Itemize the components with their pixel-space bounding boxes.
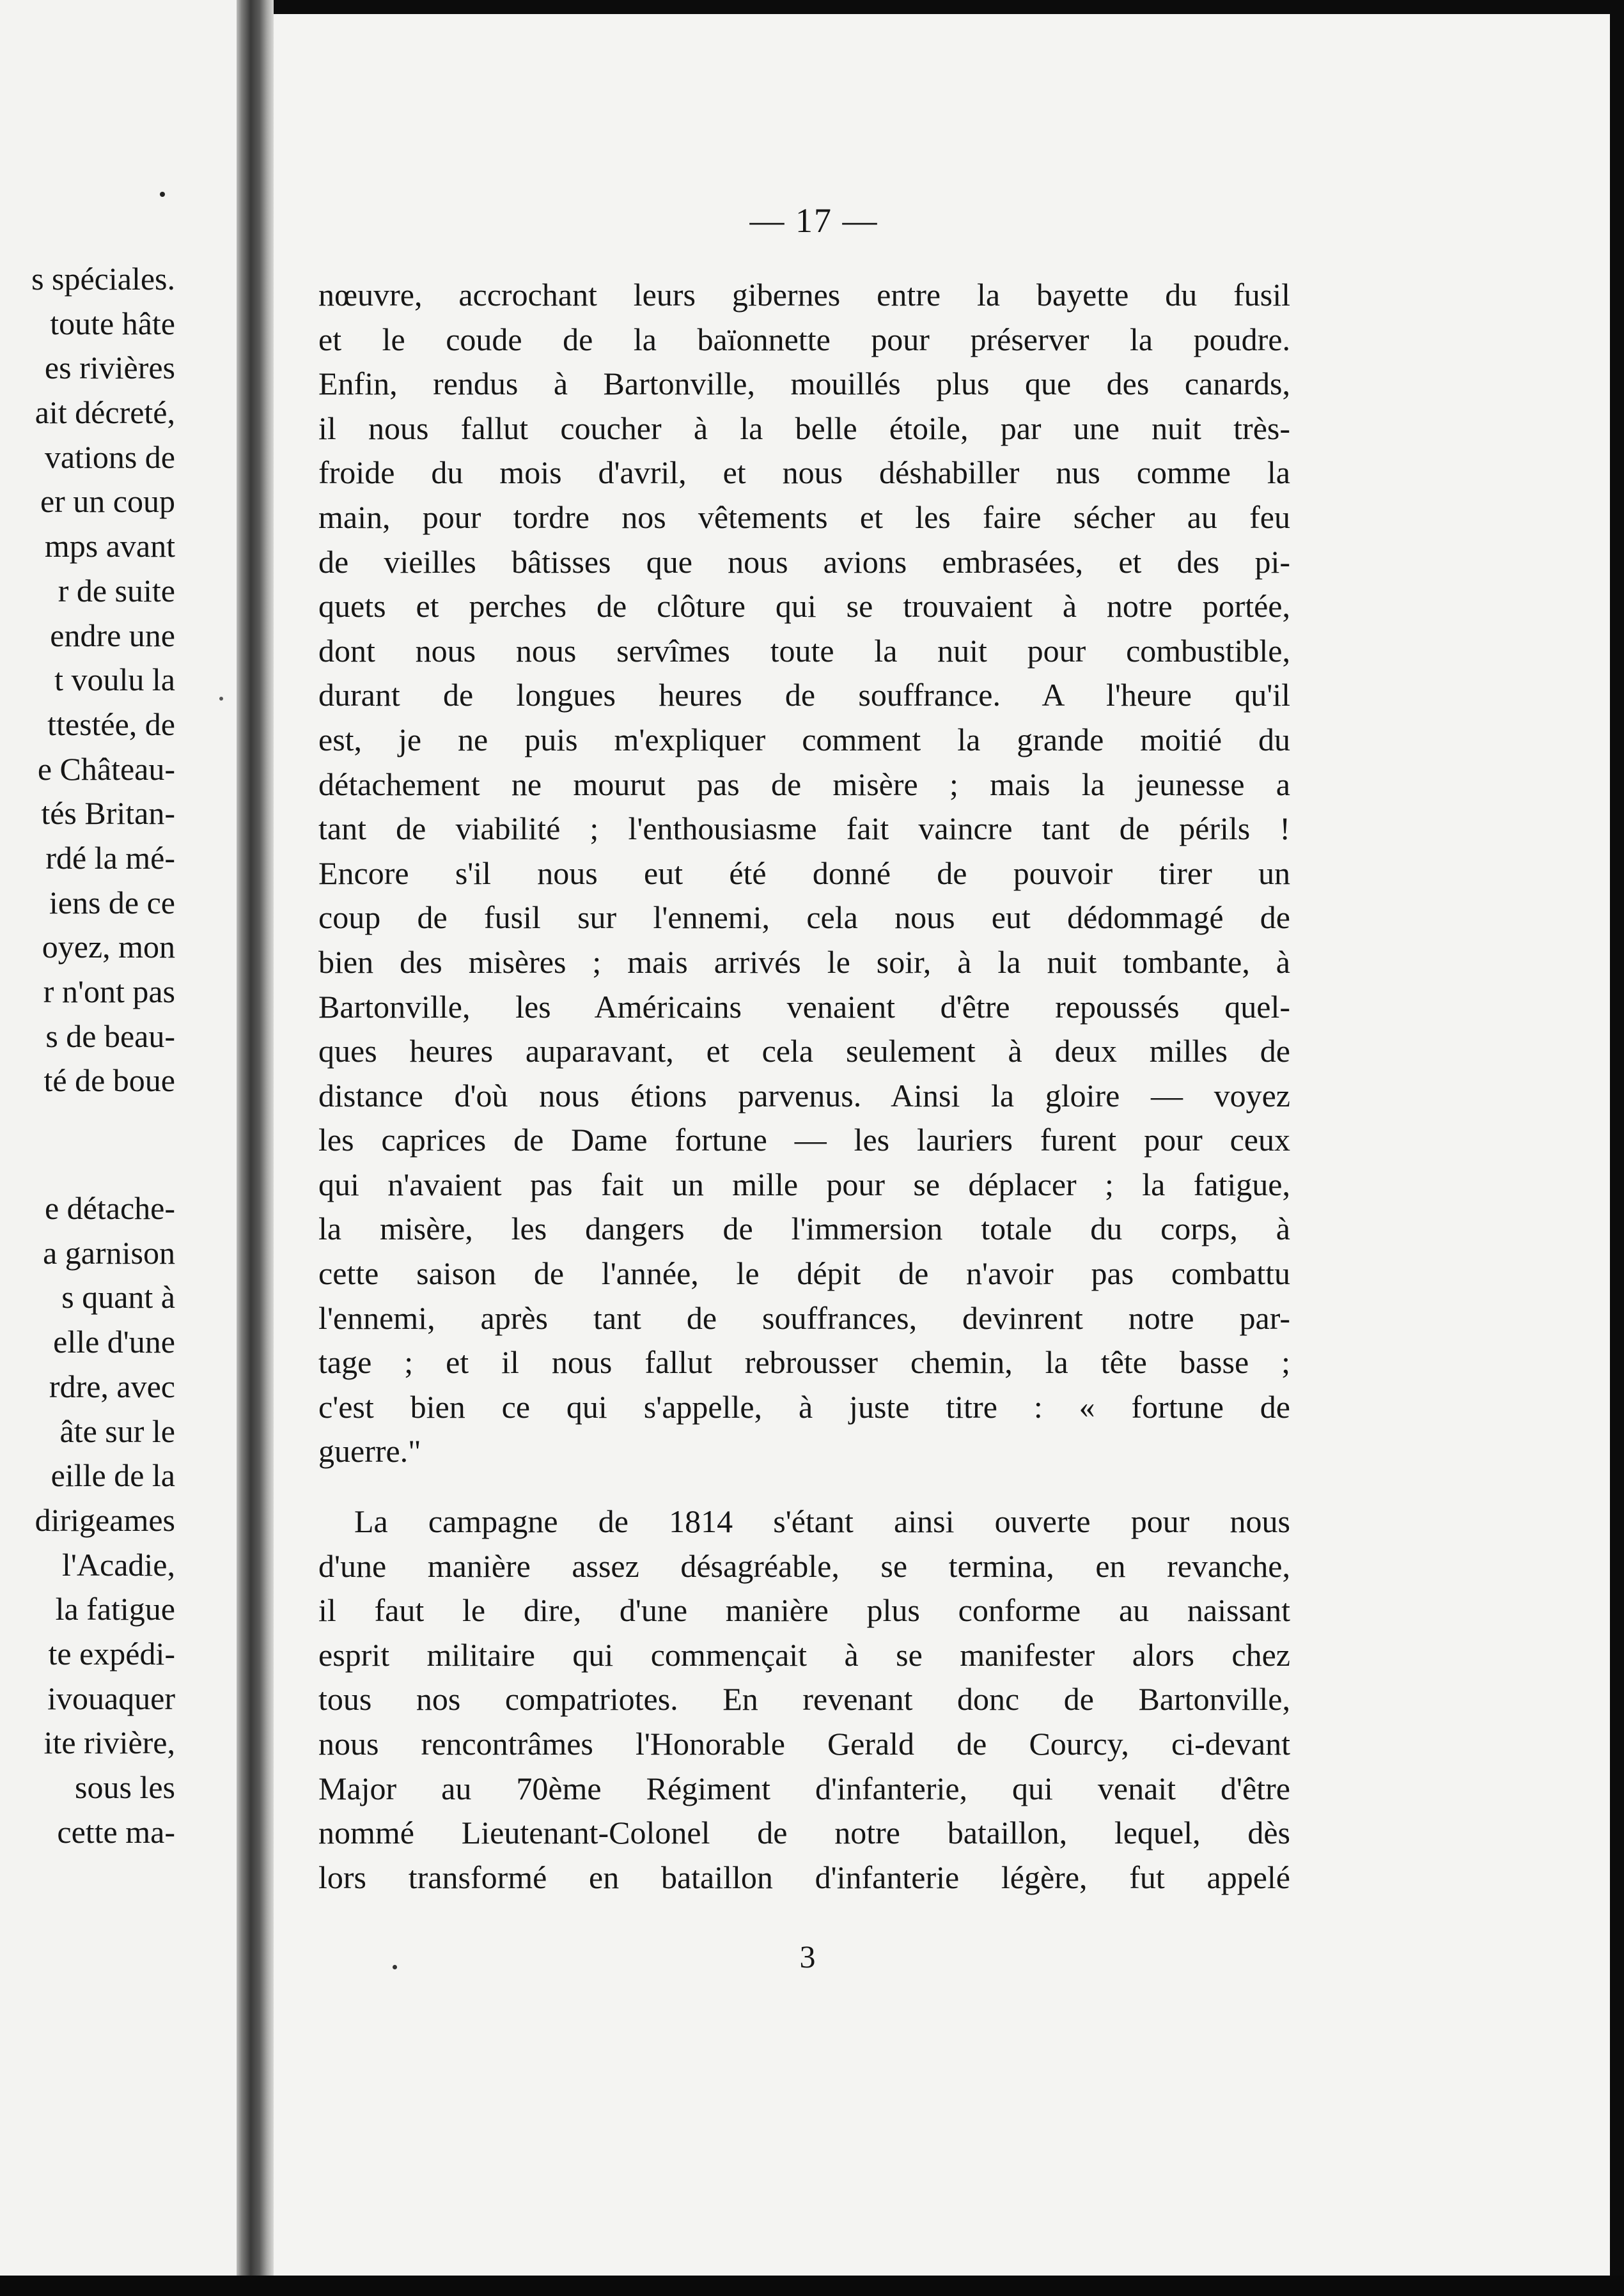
text-line: bien des misères ; mais arrivés le soir, à la nuit tombante, à (318, 943, 1290, 980)
text-line: esprit militaire qui commençait à se manifester alors chez (318, 1636, 1290, 1673)
left-line: s spéciales. (31, 261, 175, 297)
text-line: et le coude de la baïonnette pour préserver la poudre. (318, 321, 1290, 357)
left-line: s de beau- (45, 1018, 175, 1054)
text-line: guerre." (318, 1433, 421, 1470)
page-number: — 17 — (749, 201, 878, 240)
text-line: est, je ne puis m'expliquer comment la grande moitié du (318, 721, 1290, 757)
left-line: té de boue (43, 1062, 175, 1099)
text-line: la misère, les dangers de l'immersion totale du corps, à (318, 1211, 1290, 1247)
left-line: s quant à (61, 1279, 175, 1315)
left-line: t voulu la (54, 662, 175, 698)
left-line: a garnison (43, 1234, 175, 1271)
left-line: ite rivière, (43, 1725, 175, 1761)
book-gutter (237, 0, 274, 2276)
left-line: oyez, mon (42, 929, 175, 965)
text-line: l'ennemi, après tant de souffrances, devinrent notre par- (318, 1299, 1290, 1336)
right-page (274, 14, 1610, 2276)
left-line: e détache- (44, 1190, 175, 1227)
signature-mark: 3 (799, 1939, 816, 1974)
left-line: eille de la (51, 1457, 175, 1494)
text-line: lors transformé en bataillon d'infanterie légère, fut appelé (318, 1859, 1290, 1895)
text-line: main, pour tordre nos vêtements et les faire sécher au feu (318, 499, 1290, 535)
text-line: nommé Lieutenant-Colonel de notre bataillon, lequel, dès (318, 1815, 1290, 1851)
paragraph-gap (31, 1103, 175, 1186)
left-line: sous les (75, 1769, 175, 1805)
text-line: quets et perches de clôture qui se trouvaient à notre portée, (318, 588, 1290, 624)
text-line: détachement ne mourut pas de misère ; mais la jeunesse a (318, 766, 1290, 802)
text-line: froide du mois d'avril, et nous déshabiller nus comme la (318, 454, 1290, 491)
left-line: ivouaquer (47, 1680, 175, 1716)
text-line: d'une manière assez désagréable, se termina, en revanche, (318, 1547, 1290, 1584)
left-line: rdre, avec (49, 1368, 175, 1404)
text-line: c'est bien ce qui s'appelle, à juste titre : « fortune de (318, 1388, 1290, 1425)
paragraph-gap (318, 1474, 1290, 1500)
left-page-text (31, 257, 175, 1854)
text-line: cette saison de l'année, le dépit de n'avoir pas combattu (318, 1255, 1290, 1292)
text-line: Major au 70ème Régiment d'infanterie, qui venait d'être (318, 1770, 1290, 1806)
text-line: tage ; et il nous fallut rebrousser chemin, la tête basse ; (318, 1344, 1290, 1381)
text-line: de vieilles bâtisses que nous avions embrasées, et des pi- (318, 543, 1290, 580)
text-line: il faut le dire, d'une manière plus conforme au naissant (318, 1592, 1290, 1629)
left-line: iens de ce (49, 884, 175, 920)
text-line: coup de fusil sur l'ennemi, cela nous eut dédommagé de (318, 899, 1290, 936)
text-line: durant de longues heures de souffrance. A l'heure qu'il (318, 677, 1290, 713)
left-line: dirigeames (35, 1501, 175, 1538)
body-text (318, 273, 1290, 1900)
text-line: les caprices de Dame fortune — les lauriers furent pour ceux (318, 1122, 1290, 1158)
left-line: es rivières (44, 350, 175, 386)
ink-speck (393, 1965, 397, 1969)
left-line: r de suite (58, 572, 175, 609)
text-line: nous rencontrâmes l'Honorable Gerald de Courcy, ci-devant (318, 1726, 1290, 1762)
text-line: Enfin, rendus à Bartonville, mouillés plus que des canards, (318, 366, 1290, 402)
left-line: l'Acadie, (62, 1546, 175, 1583)
text-line: Encore s'il nous eut été donné de pouvoir tirer un (318, 855, 1290, 891)
left-line: er un coup (40, 483, 175, 520)
scan-bottom-edge (0, 2276, 1624, 2296)
text-line: qui n'avaient pas fait un mille pour se déplacer ; la fatigue, (318, 1166, 1290, 1202)
text-line: dont nous nous servîmes toute la nuit pour combustible, (318, 632, 1290, 669)
left-line: elle d'une (53, 1324, 175, 1360)
left-facing-page (0, 0, 237, 2276)
left-line: âte sur le (59, 1413, 175, 1449)
text-line: distance d'où nous étions parvenus. Ainsi la gloire — voyez (318, 1077, 1290, 1113)
left-line: e Château- (37, 750, 175, 787)
left-line: rdé la mé- (45, 839, 175, 876)
left-line: cette ma- (57, 1813, 175, 1850)
left-line: la fatigue (55, 1591, 175, 1627)
left-line: ttestée, de (47, 706, 175, 742)
left-line: toute hâte (50, 305, 175, 341)
left-line: endre une (50, 617, 175, 653)
text-line: il nous fallut coucher à la belle étoile, par une nuit très- (318, 410, 1290, 446)
text-line: Bartonville, les Américains venaient d'être repoussés quel- (318, 988, 1290, 1025)
text-line: tant de viabilité ; l'enthousiasme fait vaincre tant de périls ! (318, 811, 1290, 847)
text-line: ques heures auparavant, et cela seulement à deux milles de (318, 1033, 1290, 1069)
left-line: ait décreté, (35, 394, 175, 431)
ink-speck (219, 697, 223, 701)
text-line: nœuvre, accrochant leurs gibernes entre la bayette du fusil (318, 277, 1290, 313)
text-line: La campagne de 1814 s'étant ainsi ouverte pour nous (354, 1503, 1290, 1540)
left-line: te expédi- (48, 1635, 175, 1672)
left-line: mps avant (44, 528, 175, 564)
ink-speck (160, 192, 165, 197)
left-line: vations de (44, 438, 175, 475)
left-line: tés Britan- (41, 795, 175, 832)
left-line: r n'ont pas (43, 973, 175, 1009)
text-line: tous nos compatriotes. En revenant donc de Bartonville, (318, 1681, 1290, 1718)
